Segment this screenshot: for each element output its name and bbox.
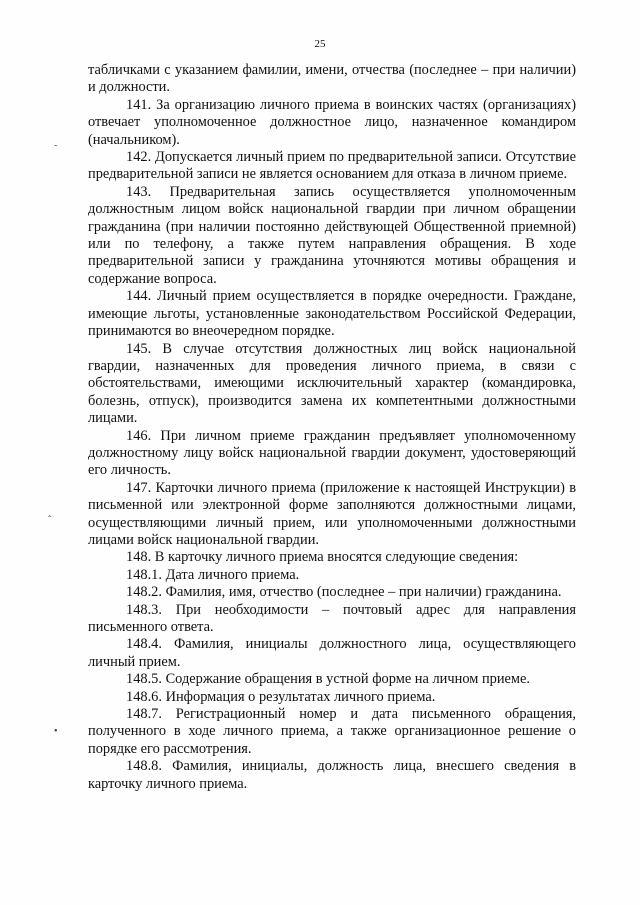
paragraph-148-8: 148.8. Фамилия, инициалы, должность лица, внесшего сведения в карточку личного приема. bbox=[88, 758, 576, 792]
paragraph-144: 144. Личный прием осуществляется в порядке очередности. Граждане, имеющие льготы, установленные законодательством Российской Федерации, принимаются во внеочередном порядке. bbox=[88, 288, 576, 340]
paragraph-147: 147. Карточки личного приема (приложение к настоящей Инструкции) в письменной или электронной форме заполняются должностными лицами, осуществляющими личный прием, или уполномоченными должностными лицами войск национальной гвардии. bbox=[88, 479, 576, 548]
paragraph-148-2: 148.2. Фамилия, имя, отчество (последнее – при наличии) гражданина. bbox=[126, 584, 562, 601]
paragraph-142: 142. Допускается личный прием по предварительной записи. Отсутствие предварительной записи не является основанием для отказа в личном приеме. bbox=[88, 149, 576, 183]
page-body bbox=[88, 62, 576, 793]
paragraph-148-3: 148.3. При необходимости – почтовый адрес для направления письменного ответа. bbox=[88, 601, 576, 635]
scan-mark: ˆ bbox=[48, 515, 52, 526]
paragraph-148-6: 148.6. Информация о результатах личного приема. bbox=[126, 688, 436, 705]
paragraph-148-1: 148.1. Дата личного приема. bbox=[126, 566, 300, 583]
paragraph-145: 145. В случае отсутствия должностных лиц войск национальной гвардии, назначенных для проведения личного приема, в связи с обстоятельствами, имеющими исключительный характер (командировка, болезнь, отпуск), производится замена их компетентными должностными лицами. bbox=[88, 340, 576, 427]
paragraph-148-5: 148.5. Содержание обращения в устной форме на личном приеме. bbox=[126, 671, 531, 688]
paragraph-141: 141. За организацию личного приема в воинских частях (организациях) отвечает уполномоченное должностное лицо, назначенное командиром (начальником). bbox=[88, 96, 576, 148]
page-number: 25 bbox=[314, 38, 326, 50]
paragraph-148: 148. В карточку личного приема вносятся следующие сведения: bbox=[126, 549, 519, 566]
paragraph-continuation: табличками с указанием фамилии, имени, отчества (последнее – при наличии) и должности. bbox=[88, 62, 576, 96]
scan-mark: • bbox=[54, 726, 58, 737]
paragraph-148-7: 148.7. Регистрационный номер и дата письменного обращения, полученного в ходе личного приема, а также организационное решение о порядке его рассмотрения. bbox=[88, 706, 576, 757]
paragraph-143: 143. Предварительная запись осуществляется уполномоченным должностным лицом войск национальной гвардии при личном обращении гражданина (при наличии постоянно действующей Общественной приемной) или по телефону, а также путем направления обращения. В ходе предварительной записи у гражданина уточняются мотивы обращения и содержание вопроса. bbox=[88, 183, 576, 287]
paragraph-148-4: 148.4. Фамилия, инициалы должностного лица, осуществляющего личный прием. bbox=[88, 636, 576, 670]
paragraph-146: 146. При личном приеме гражданин предъявляет уполномоченному должностному лицу войск национальной гвардии документ, удостоверяющий его личность. bbox=[88, 427, 576, 479]
scan-mark: ˜ bbox=[54, 144, 58, 155]
